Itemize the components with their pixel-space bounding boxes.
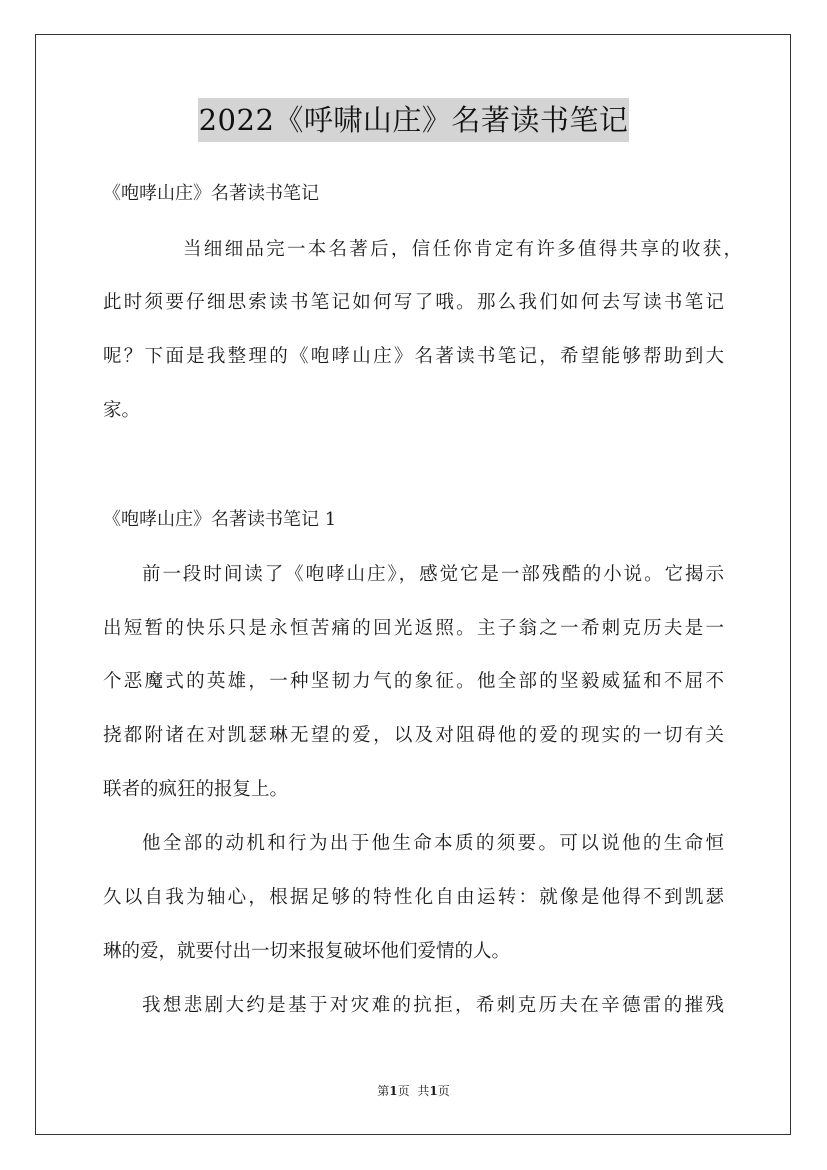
intro-line-2: 此时须要仔细思索读书笔记如何写了哦。那么我们如何去写读书笔记 [103,292,724,313]
paragraph1-line-4: 挠都附诸在对凯瑟琳无望的爱，以及对阻碍他的爱的现实的一切有关 [103,725,724,746]
footer-page-number: 1 [389,1084,398,1098]
paragraph2-line-3: 琳的爱，就要付出一切来报复破坏他们爱情的人。 [103,941,511,962]
paragraph1-line-3: 个恶魔式的英雄，一种坚韧力气的象征。他全部的坚毅威猛和不屈不 [103,671,724,692]
paragraph2-line-1: 他全部的动机和行为出于他生命本质的须要。可以说他的生命恒 [142,833,724,854]
footer-total-prefix: 共 [417,1084,430,1098]
title-container [0,98,827,142]
paragraph1-line-5: 联者的疯狂的报复上。 [103,779,289,800]
intro-line-1: 当细细品完一本名著后，信任你肯定有许多值得共享的收获， [183,239,742,260]
page-footer [0,1083,827,1099]
paragraph1-line-2: 出短暂的快乐只是永恒苦痛的回光返照。主子翁之一希刺克历夫是一 [103,618,724,639]
footer-page-prefix: 第 [377,1084,390,1098]
paragraph2-line-2: 久以自我为轴心，根据足够的特性化自由运转：就像是他得不到凯瑟 [103,887,724,908]
intro-line-3: 呢？下面是我整理的《咆哮山庄》名著读书笔记，希望能够帮助到大 [103,346,724,367]
footer-total-suffix: 页 [437,1084,450,1098]
intro-line-4: 家。 [103,400,141,421]
footer-total-pages: 1 [429,1084,438,1098]
paragraph3-line-1: 我想悲剧大约是基于对灾难的抗拒，希刺克历夫在辛德雷的摧残 [142,995,724,1016]
document-subtitle: 《咆哮山庄》名著读书笔记 [103,183,319,204]
document-title: 2022《呼啸山庄》名著读书笔记 [198,98,630,142]
section-heading: 《咆哮山庄》名著读书笔记 1 [103,509,337,530]
footer-page-suffix: 页 [397,1084,410,1098]
paragraph1-line-1: 前一段时间读了《咆哮山庄》，感觉它是一部残酷的小说。它揭示 [142,564,724,585]
